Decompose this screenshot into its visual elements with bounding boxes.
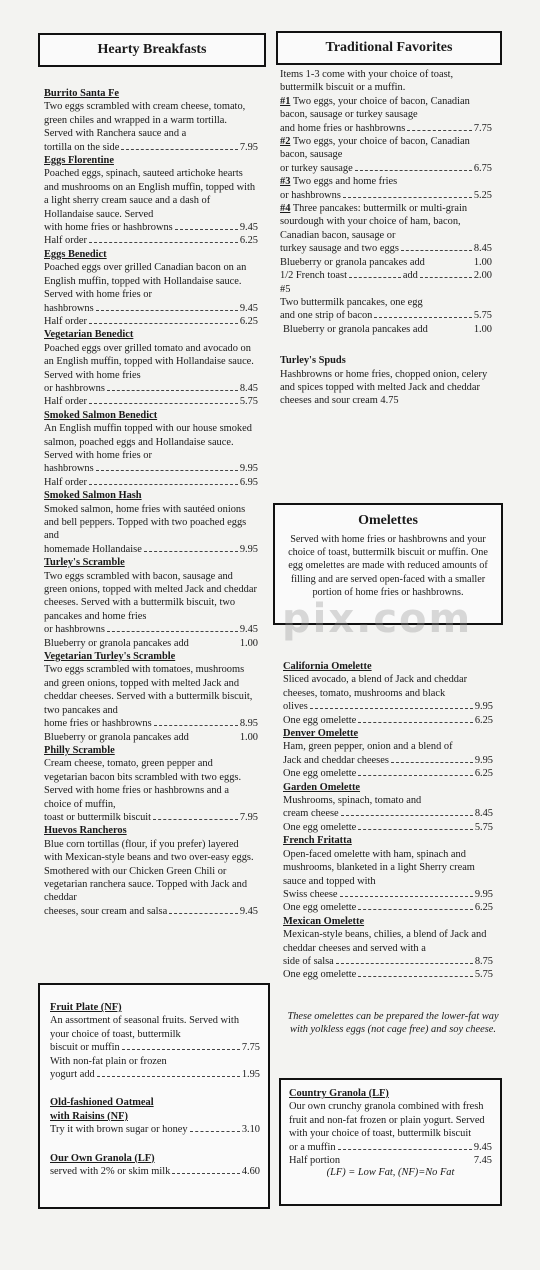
- item-price: 3.10: [241, 1124, 260, 1136]
- line-label: hashbrowns: [44, 463, 94, 475]
- item-name: Fruit Plate (NF): [50, 1002, 122, 1013]
- item-name: Turley's Scramble: [44, 557, 125, 569]
- price-line: [283, 700, 493, 713]
- line-label: or a muffin: [289, 1141, 336, 1153]
- line-label: hashbrowns: [44, 302, 94, 314]
- item-name: Smoked Salmon Benedict: [44, 409, 158, 421]
- dot-leader: [355, 170, 472, 171]
- item-text: Two eggs, your choice of bacon, Canadian bacon, sausage: [280, 136, 470, 161]
- item-description: [280, 95, 492, 122]
- item-name: Turley's Spuds: [280, 355, 346, 367]
- item-name: Eggs Benedict: [44, 248, 107, 260]
- item-description: Our own crunchy granola combined with fresh fruit and non-fat frozen or plain yogurt. Served with your choice of toast, buttermilk biscuit: [289, 1101, 485, 1140]
- omelettes-title: Omelettes: [358, 513, 418, 528]
- price-line: [50, 1123, 260, 1136]
- dot-leader: [122, 1049, 240, 1050]
- price-line: [44, 623, 258, 636]
- item-name: Burrito Santa Fe: [44, 88, 120, 99]
- item-name: Eggs Florentine: [44, 155, 114, 167]
- dot-leader: [401, 250, 472, 251]
- line-label: or hashbrowns: [280, 189, 341, 201]
- line-label: Blueberry or granola pancakes add: [283, 323, 428, 335]
- price-line: [44, 382, 258, 395]
- menu-item: [44, 824, 258, 918]
- dot-leader: [153, 819, 238, 820]
- item-number: #4: [280, 203, 291, 215]
- line-label: Blueberry or granola pancakes add: [44, 637, 189, 649]
- price-line: [44, 476, 258, 489]
- item-price: 6.25: [474, 714, 493, 726]
- item-price: 6.25: [239, 315, 258, 327]
- line-label: One egg omelette: [283, 902, 357, 914]
- menu-item: [44, 650, 258, 744]
- price-line: [280, 162, 492, 175]
- dot-leader: [358, 722, 473, 723]
- dot-leader: [89, 323, 238, 324]
- item-price: 5.75: [239, 396, 258, 408]
- price-line: [280, 189, 492, 202]
- item-price: 6.25: [239, 235, 258, 247]
- price-line: [283, 767, 493, 780]
- item-price: 7.75: [241, 1042, 260, 1054]
- item-price: 9.45: [239, 905, 258, 917]
- item-description: Two eggs scrambled with cream cheese, tomato, green chiles and wrapped in a warm tortilla. Served with Ranchera sauce and a: [44, 101, 246, 140]
- menu-item: [283, 660, 493, 727]
- item-description: Hashbrowns or home fries, chopped onion, celery and spices topped with melted Jack and cheddar cheeses and sour cream 4.75: [280, 368, 488, 407]
- item-description: Cream cheese, tomato, green pepper and vegetarian bacon bits scrambled with two eggs. Served with home fries or hashbrowns and a choice of muffin,: [44, 758, 242, 810]
- line-label: Try it with brown sugar or honey: [50, 1124, 188, 1136]
- dot-leader: [343, 197, 472, 198]
- dot-leader: [358, 775, 473, 776]
- dot-leader: [420, 277, 472, 278]
- price-line: [280, 256, 492, 269]
- item-name: Old-fashioned Oatmeal: [50, 1097, 154, 1109]
- price-line: [280, 242, 492, 255]
- dot-leader: [121, 149, 237, 150]
- item-description: Poached eggs over grilled Canadian bacon on an English muffin, topped with Hollandaise sauce. Served with home fries or: [44, 262, 247, 301]
- item-text: Three pancakes: buttermilk or multi-grain sourdough with your choice of ham, bacon, Canadian bacon, sausage or: [280, 203, 468, 241]
- dot-leader: [391, 762, 473, 763]
- item-price: 6.25: [474, 768, 493, 780]
- healthy-list: [40, 985, 268, 1178]
- price-line: [44, 717, 258, 730]
- item-price: 9.95: [474, 888, 493, 900]
- price-line: [44, 731, 258, 744]
- item-price: 1.00: [473, 323, 492, 335]
- healthy-options-box: [38, 983, 270, 1209]
- dot-leader: [349, 277, 401, 278]
- item-price: 1.95: [241, 1069, 260, 1081]
- item-price: 8.95: [239, 718, 258, 730]
- price-line: [283, 968, 493, 981]
- price-line: [44, 811, 258, 824]
- line-label: side of salsa: [283, 955, 334, 967]
- menu-item: [44, 556, 258, 650]
- dot-leader: [336, 963, 473, 964]
- item-description: Blue corn tortillas (flour, if you prefer) layered with Mexican-style beans and two over-easy eggs. Smothered with our Chicken Green Chili or vegetarian ranchera sauce. Topped with Jack and cheddar: [44, 838, 254, 904]
- menu-item: [280, 283, 492, 337]
- price-line: [280, 269, 492, 282]
- line-mid: add: [402, 270, 418, 282]
- dot-leader: [89, 242, 238, 243]
- price-line: [44, 234, 258, 247]
- dot-leader: [358, 829, 473, 830]
- dot-leader: [89, 403, 238, 404]
- line-label: home fries or hashbrowns: [44, 718, 152, 730]
- price-line: [44, 302, 258, 315]
- omelette-list: [283, 660, 493, 982]
- granola-body: [281, 1080, 500, 1178]
- price-line: [44, 221, 258, 234]
- price-line: [44, 395, 258, 408]
- item-price: 6.25: [474, 902, 493, 914]
- watermark-text: pix.com: [282, 596, 473, 642]
- line-label: or hashbrowns: [44, 624, 105, 636]
- item-price: 9.95: [474, 754, 493, 766]
- line-label: turkey sausage and two eggs: [280, 243, 399, 255]
- menu-item: [280, 202, 492, 256]
- item-description: Two eggs scrambled with tomatoes, mushrooms and green onions, topped with melted Jack and cheddar cheeses. Served with a buttermilk biscuit, two pancakes and: [44, 664, 253, 716]
- price-line: [289, 1154, 492, 1167]
- dot-leader: [340, 896, 473, 897]
- item-price: 1.00: [239, 637, 258, 649]
- item-name: Our Own Granola (LF): [50, 1152, 155, 1164]
- line-label: served with 2% or skim milk: [50, 1166, 171, 1178]
- item-name: French Fritatta: [283, 835, 352, 847]
- line-label: Half order: [44, 315, 87, 327]
- favorites-list: [280, 68, 492, 408]
- item-number: #3: [280, 176, 291, 188]
- item-description: Two buttermilk pancakes, one egg: [280, 296, 423, 308]
- menu-item: [44, 409, 258, 489]
- item-price: 8.75: [474, 955, 493, 967]
- line-label: Jack and cheddar cheeses: [283, 754, 389, 766]
- price-line: [44, 543, 258, 556]
- price-line: [283, 888, 493, 901]
- line-label: or hashbrowns: [44, 382, 105, 394]
- item-price: 4.75: [380, 395, 399, 407]
- price-line: [50, 1068, 260, 1081]
- item-price: 5.75: [473, 310, 492, 322]
- dot-leader: [172, 1173, 239, 1174]
- price-line: [280, 122, 492, 135]
- item-name: Country Granola (LF): [289, 1088, 389, 1099]
- price-line: [283, 955, 493, 968]
- item-price: 6.75: [473, 162, 492, 174]
- item-price: 8.45: [473, 243, 492, 255]
- menu-item: [50, 1096, 260, 1136]
- line-label: and one strip of bacon: [280, 310, 373, 322]
- line-label: biscuit or muffin: [50, 1042, 120, 1054]
- country-granola-box: [279, 1078, 502, 1206]
- item-name: Philly Scramble: [44, 744, 115, 756]
- item-price: 9.45: [473, 1141, 492, 1153]
- hearty-breakfasts-header: Hearty Breakfasts: [38, 33, 266, 67]
- menu-item: [280, 135, 492, 175]
- breakfast-list: [44, 87, 258, 918]
- menu-item: [280, 175, 492, 202]
- item-description: Open-faced omelette with ham, spinach and mushrooms, blanketed in a light Sherry cream sauce and topped with: [283, 848, 475, 887]
- line-label: Half order: [44, 235, 87, 247]
- item-text: Two eggs and home fries: [292, 176, 398, 188]
- item-name: California Omelette: [283, 661, 372, 672]
- price-line: [283, 714, 493, 727]
- line-label: Half portion: [289, 1155, 341, 1167]
- dot-leader: [358, 976, 473, 977]
- dot-leader: [96, 470, 238, 471]
- item-name: Garden Omelette: [283, 781, 361, 793]
- line-label: tortilla on the side: [44, 141, 120, 153]
- omelettes-intro: Served with home fries or hashbrowns and your choice of toast, buttermilk biscuit or muffin. One egg omelettes are made with reduced amounts of filling and are served open-faced with a smaller portion of home fries or hashbrowns.: [288, 534, 488, 598]
- item-price: 9.45: [239, 624, 258, 636]
- item-price: 7.95: [239, 141, 258, 153]
- dot-leader: [144, 551, 238, 552]
- line-label: or turkey sausage: [280, 162, 353, 174]
- item-number: #1: [280, 95, 291, 107]
- item-price: 4.60: [241, 1166, 260, 1178]
- menu-item: [280, 95, 492, 135]
- line-label: Swiss cheese: [283, 888, 338, 900]
- item-description: Poached eggs, spinach, sauteed artichoke hearts and mushrooms on an English muffin, topped with a light sherry cream sauce and a dash of Hollandaise sauce. Served: [44, 168, 256, 220]
- price-line: [44, 905, 258, 918]
- legend: (LF) = Low Fat, (NF)=No Fat: [326, 1167, 455, 1179]
- line-label: cream cheese: [283, 808, 339, 820]
- line-label: cheeses, sour cream and salsa: [44, 905, 168, 917]
- line-label: and home fries or hashbrowns: [280, 122, 406, 134]
- menu-item: [280, 354, 492, 408]
- menu-item: [44, 744, 258, 824]
- item-description: [280, 175, 492, 188]
- price-line: [50, 1165, 260, 1178]
- item-description: Poached eggs over grilled tomato and avocado on an English muffin, topped with Hollandaise sauce. Served with home fries: [44, 342, 254, 381]
- dot-leader: [89, 484, 238, 485]
- dot-leader: [107, 631, 238, 632]
- item-name: Vegetarian Benedict: [44, 329, 134, 341]
- item-number: #2: [280, 136, 291, 148]
- dot-leader: [341, 815, 473, 816]
- menu-item: [44, 87, 258, 154]
- menu-item: [44, 154, 258, 248]
- item-description: An English muffin topped with our house smoked salmon, poached eggs and Hollandaise sauce. Served with home fries or: [44, 423, 252, 461]
- omelettes-note: These omelettes can be prepared the lower-fat way with yolkless eggs (not cage free) and soy cheese.: [287, 1011, 499, 1036]
- item-description: [280, 202, 492, 242]
- dot-leader: [358, 909, 473, 910]
- price-line: [50, 1041, 260, 1054]
- item-name: Mexican Omelette: [283, 915, 365, 927]
- price-line: [280, 309, 492, 322]
- traditional-favorites-header: Traditional Favorites: [276, 31, 502, 65]
- dot-leader: [190, 1131, 240, 1132]
- item-price: 5.75: [474, 969, 493, 981]
- line-label: Half order: [44, 396, 87, 408]
- price-line: [283, 821, 493, 834]
- dot-leader: [169, 913, 238, 914]
- item-price: 2.00: [473, 270, 492, 282]
- line-label: One egg omelette: [283, 969, 357, 981]
- dot-leader: [407, 130, 472, 131]
- dot-leader: [107, 390, 238, 391]
- item-price: 7.45: [473, 1155, 492, 1167]
- line-label: with home fries or hashbrowns: [44, 222, 173, 234]
- line-label: homemade Hollandaise: [44, 543, 142, 555]
- line-label: yogurt add: [50, 1069, 95, 1081]
- price-line: [283, 807, 493, 820]
- dot-leader: [338, 1149, 472, 1150]
- menu-item: [289, 1087, 492, 1167]
- line-label: toast or buttermilk biscuit: [44, 811, 152, 823]
- menu-item: [44, 248, 258, 328]
- dot-leader: [97, 1076, 240, 1077]
- line-label: Blueberry or granola pancakes add: [280, 256, 425, 268]
- item-description: With non-fat plain or frozen: [50, 1055, 167, 1067]
- item-price: 6.95: [239, 476, 258, 488]
- menu-item: [44, 328, 258, 408]
- item-price: 5.25: [473, 189, 492, 201]
- dot-leader: [310, 708, 473, 709]
- item-name: Vegetarian Turley's Scramble: [44, 651, 176, 663]
- menu-item: [283, 781, 493, 835]
- item-price: 9.45: [239, 302, 258, 314]
- item-description: Ham, green pepper, onion and a blend of: [283, 741, 453, 753]
- dot-leader: [175, 229, 238, 230]
- menu-item: [283, 727, 493, 781]
- item-price: 7.95: [239, 811, 258, 823]
- price-line: [44, 141, 258, 154]
- item-price: 8.45: [474, 808, 493, 820]
- line-label: 1/2 French toast: [280, 270, 347, 282]
- menu-item: [50, 1152, 260, 1179]
- menu-item: [50, 1001, 260, 1081]
- dot-leader: [374, 317, 471, 318]
- menu-item: [44, 489, 258, 556]
- item-name: Smoked Salmon Hash: [44, 490, 142, 502]
- line-label: Half order: [44, 476, 87, 488]
- item-price: 9.95: [239, 543, 258, 555]
- item-description: Two eggs scrambled with bacon, sausage and green onions, topped with melted Jack and cheddar cheeses. Served with a buttermilk biscuit, two pancakes and home fries: [44, 570, 257, 622]
- price-line: [44, 462, 258, 475]
- price-line: [283, 901, 493, 914]
- menu-item: [283, 834, 493, 914]
- item-price: 9.45: [239, 222, 258, 234]
- price-line: [289, 1141, 492, 1154]
- item-price: 8.45: [239, 382, 258, 394]
- dot-leader: [96, 310, 238, 311]
- item-number: #5: [280, 283, 291, 295]
- price-line: [280, 323, 492, 336]
- item-description: Sliced avocado, a blend of Jack and cheddar cheeses, tomato, mushrooms and black: [283, 674, 468, 699]
- price-line: [44, 637, 258, 650]
- item-name: Denver Omelette: [283, 728, 359, 740]
- line-label: olives: [283, 701, 308, 713]
- favorites-intro: Items 1-3 come with your choice of toast, buttermilk biscuit or a muffin.: [280, 69, 454, 94]
- item-description: Mushrooms, spinach, tomato and: [283, 795, 422, 807]
- line-label: One egg omelette: [283, 821, 357, 833]
- item-price: 5.75: [474, 821, 493, 833]
- item-name: with Raisins (NF): [50, 1110, 128, 1122]
- menu-item: [283, 915, 493, 982]
- line-label: One egg omelette: [283, 714, 357, 726]
- item-description: [280, 135, 492, 162]
- item-price: 9.95: [474, 701, 493, 713]
- item-price: 9.95: [239, 463, 258, 475]
- item-price: 7.75: [473, 122, 492, 134]
- dot-leader: [154, 725, 238, 726]
- line-label: One egg omelette: [283, 768, 357, 780]
- addon: [280, 269, 492, 282]
- item-description: An assortment of seasonal fruits. Served with your choice of toast, buttermilk: [50, 1015, 240, 1040]
- item-price: 1.00: [239, 731, 258, 743]
- price-line: [44, 315, 258, 328]
- item-price: 1.00: [473, 256, 492, 268]
- addon: [280, 256, 492, 269]
- line-label: Blueberry or granola pancakes add: [44, 731, 189, 743]
- item-text: Two eggs, your choice of bacon, Canadian bacon, sausage or turkey sausage: [280, 95, 470, 121]
- item-name: Huevos Rancheros: [44, 825, 127, 837]
- item-description: Mexican-style beans, chilies, a blend of Jack and cheddar cheeses and served with a: [283, 929, 487, 954]
- item-description: Smoked salmon, home fries with sautéed onions and bell peppers. Topped with two poached eggs and: [44, 503, 247, 542]
- price-line: [283, 754, 493, 767]
